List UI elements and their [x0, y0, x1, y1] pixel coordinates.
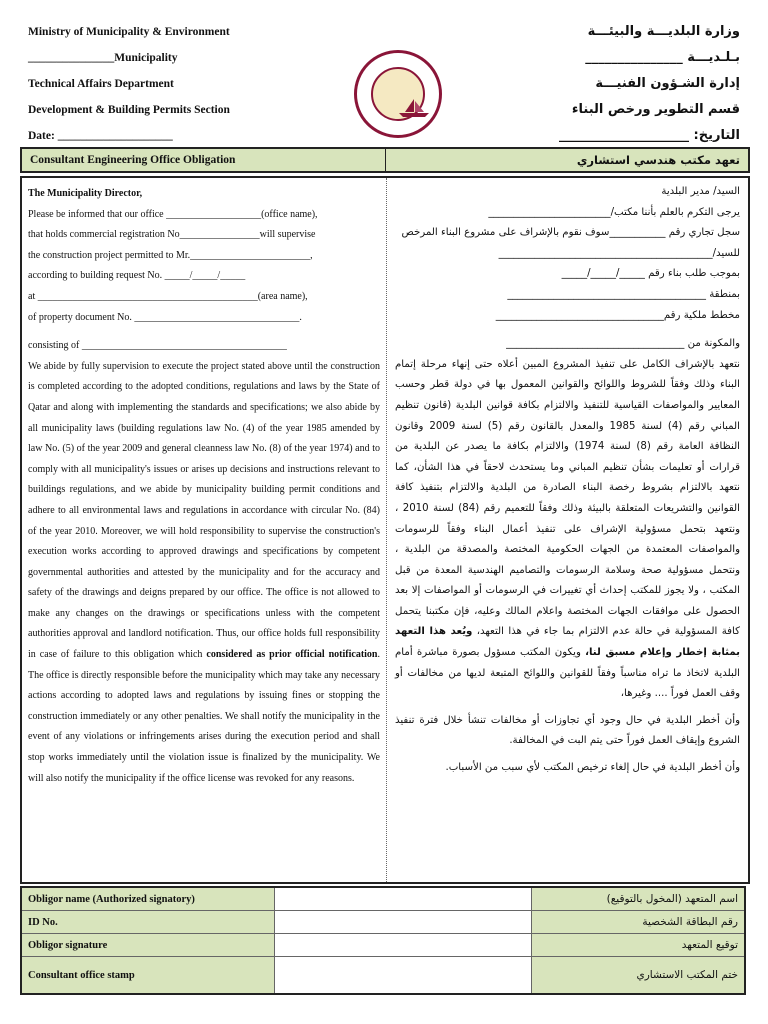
fill-line-en[interactable]: according to building request No. _____/_____/_____: [28, 270, 246, 282]
fill-line-ar[interactable]: والمكونة من ___________________________________: [506, 338, 740, 350]
ministry-seal-icon: [354, 50, 442, 138]
signature-table: [20, 886, 746, 995]
obligor-name-label-ar: اسم المتعهد (المخول بالتوقيع): [532, 887, 746, 911]
ministry-name-en: Ministry of Municipality & Environment: [28, 26, 230, 38]
id-number-label-ar: رقم البطاقة الشخصية: [532, 911, 746, 934]
obligation-text-en: [22, 178, 387, 882]
obligor-signature-field[interactable]: [275, 934, 532, 957]
notification-phrase-en: considered as prior official notification: [206, 649, 378, 661]
fill-line-ar[interactable]: يرجى التكرم بالعلم بأننا مكتب/________________________: [488, 206, 740, 218]
fill-line-en[interactable]: at ____________________________________________(area name),: [28, 290, 308, 302]
dhow-icon: [397, 97, 431, 119]
table-row: [21, 887, 745, 911]
municipality-name-ar: بـلـديـــة _______________: [585, 50, 740, 65]
id-number-label-en: ID No.: [21, 911, 275, 934]
fill-line-ar[interactable]: بمنطقة _______________________________________: [507, 288, 740, 300]
salutation-en: The Municipality Director,: [28, 188, 143, 199]
fill-line-ar[interactable]: سجل تجاري رقم ___________سوف نقوم بالإشراف على مشروع البناء المرخص: [401, 227, 740, 239]
id-number-field[interactable]: [275, 911, 532, 934]
notification-phrase-ar: ويُعد هذا التعهد بمثابة إخطار وإعلام مسبق لنا،: [395, 626, 740, 659]
obligor-signature-label-en: Obligor signature: [21, 934, 275, 957]
obligation-paragraph-en: We abide by fully supervision to execute the project stated above until the construction is completed according to the adopted conditions, regulations and laws by the State of Qatar and along with implementing the standards and specifications; we also abide by all municipality laws (building regulations law No. (4) of the year 1985 amended by law No. (5) of the year 2009 and general cleanness law No. (8) of the year 1974) and to comply with all municipality's issues or arises up decisions and instructions relevant to buildings regulations, and we abide by municipality building permit conditions and adhere to all environmental laws and regulations in accordance with circular No. (84) of the year 2010. Moreover, we will hold responsibility to supervise the construction's execution works according to approved drawings and specifications by competent governmental authorities and attested by the municipality and for the accuracy and safety of the drawings and deigns prepared by our office. The office is not allowed to make any changes on the drawings or specifications unless with the competent authorities approval and landlord notification. Thus, our office holds full responsibility in case of failure to this obligation which considered as prior official notification. The office is directly responsible before the municipality which may take any necessary actions according to adopted laws and regulations by issuing fines or stopping the construction immediately or any other penalties. We shall notify the municipality in the event of any violations or infringements arises during the execution period and shall stop works immediately until the violation issue is finalized by the municipality. We will also notify the municipality if the office license was revoked for any reasons.: [28, 360, 380, 784]
date-field-en: Date: ____________________: [28, 130, 173, 142]
form-title-en: Consultant Engineering Office Obligation: [30, 154, 236, 166]
header-arabic: [500, 24, 740, 154]
municipality-name-en: _______________Municipality: [28, 52, 178, 64]
fill-line-ar[interactable]: للسيد/__________________________________________: [498, 247, 740, 259]
date-field-ar: التاريخ: ____________________: [559, 128, 740, 143]
obligor-signature-label-ar: توقيع المتعهد: [532, 934, 746, 957]
table-row: [21, 911, 745, 934]
obligation-body: [20, 176, 750, 884]
header-english: [28, 26, 308, 156]
office-stamp-label-en: Consultant office stamp: [21, 957, 275, 995]
fill-line-en[interactable]: Please be informed that our office ___________________(office name),: [28, 208, 318, 220]
department-name-ar: إدارة الشـؤون الفنيـــة: [595, 76, 740, 91]
section-name-en: Development & Building Permits Section: [28, 104, 230, 116]
form-title-ar: تعهد مكتب هندسي استشاري: [385, 149, 749, 171]
form-title-bar: [20, 147, 750, 173]
fill-line-en[interactable]: that holds commercial registration No________________will supervise: [28, 229, 316, 241]
fill-line-en[interactable]: of property document No. _________________________________.: [28, 311, 302, 323]
section-name-ar: قسم التطوير ورخص البناء: [571, 102, 740, 117]
table-row: [21, 957, 745, 995]
fill-line-ar[interactable]: مخطط ملكية رقم_________________________________: [495, 309, 740, 321]
fill-line-en[interactable]: the construction project permitted to Mr.________________________,: [28, 249, 313, 261]
salutation-ar: السيد/ مدير البلدية: [661, 186, 740, 197]
obligor-name-label-en: Obligor name (Authorized signatory): [21, 887, 275, 911]
obligation-text-ar: [387, 178, 748, 882]
obligor-name-field[interactable]: [275, 887, 532, 911]
office-stamp-field[interactable]: [275, 957, 532, 995]
license-notice-ar: وأن أخطر البلدية في حال إلغاء ترخيص المكتب لأي سبب من الأسباب.: [445, 762, 740, 774]
office-stamp-label-ar: ختم المكتب الاستشاري: [532, 957, 746, 995]
fill-line-en[interactable]: consisting of _________________________________________: [28, 340, 287, 352]
department-name-en: Technical Affairs Department: [28, 78, 174, 90]
fill-line-ar[interactable]: بموجب طلب بناء رقم _____/_____/_____: [561, 268, 740, 280]
obligation-paragraph-ar: نتعهد بالإشراف الكامل على تنفيذ المشروع المبين أعلاه حتى إنهاء مرحلة إتمام البناء وذلك وفقاً للشروط واللوائح والقوانين المعمول بها في دولة قطر وحسب المعايير والمواصفات القياسية للتنفيذ والالتزام بكافة قوانين البلدية (قانون تنظيم المباني رقم (4) لسنة 1985 والمعدل بالقانون رقم (5) لسنة 2009 وقانون النظافة العامة رقم (8) لسنة 1974) والالتزام بكافة ما يصدر عن البلدية من قرارات أو تعليمات بشأن تنظيم المباني وما يستحدث لاحقاً في هذا الشأن، كما نتعهد بالالتزام بشروط رخصة البناء الصادرة من البلدية والالتزام بتنفيذ كافة القوانين والتشريعات المتعلقة بالبيئة وذلك وفقاً للتعميم رقم (84) لسنة 2010 ، ونتعهد بتحمل مسؤولية الإشراف على تنفيذ أعمال البناء وفقاً للرسومات والمواصفات المعتمدة من الجهات الحكومية المختصة والمصدقة من البلدية ، ونتحمل مسؤولية صحة وسلامة الرسومات والتصاميم الهندسية المعدة من قبل المكتب ، ولا يجوز للمكتب إحداث أي تغييرات في الرسومات أو المواصفات إلا بعد الحصول على موافقات الجهات المختصة واعلام المالك وعليه، فإن مكتبنا يتحمل كافة المسؤولية في حالة عدم الالتزام بما جاء في هذا التعهد، ويُعد هذا التعهد بمثابة إخطار وإعلام مسبق لنا، ويكون المكتب مسؤول بصورة مباشرة أمام البلدية لاتخاذ ما تراه مناسباً وفقاً للقوانين واللوائح المتبعة لديها من مخالفات أو وقف العمل فوراً .... وغيرها،: [395, 358, 741, 700]
table-row: [21, 934, 745, 957]
ministry-name-ar: وزارة البلديـــة والبيئـــة: [587, 24, 740, 39]
violation-notice-ar: وأن أخطر البلدية في حال وجود أي تجاوزات أو مخالفات تنشأ خلال فترة تنفيذ الشروع وإيقاف العمل فوراً حتى يتم البت في المخالفة.: [395, 714, 740, 747]
